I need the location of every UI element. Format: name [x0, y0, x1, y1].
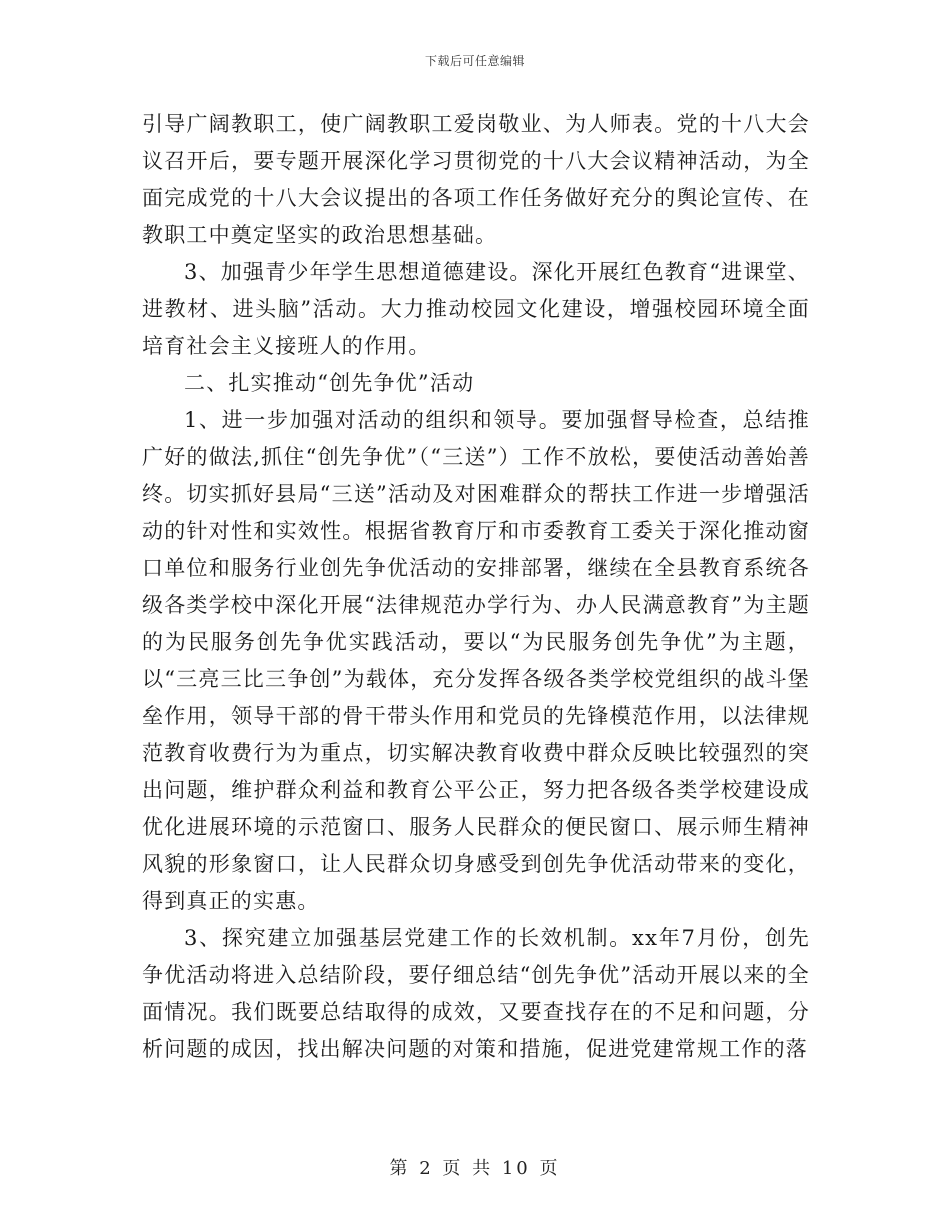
section-heading: 二、扎实推动“创先争优”活动: [184, 371, 475, 395]
page-number: 第 2 页 共 10 页: [389, 1158, 561, 1179]
paragraph: 1、进一步加强对活动的组织和领导。要加强督导检查，总结推广好的做法,抓住“创先争优”（“三送”）工作不放松，要使活动善始善终。切实抓好县局“三送”活动及对困难群众的帮扶工作进一步增强活动的针对性和实效性。根据省教育厅和市委教育工委关于深化推动窗口单位和服务行业创先争优活动的安排部署，继续在全县教育系统各级各类学校中深化开展“法律规范办学行为、办人民满意教育”为主题的为民服务创先争优实践活动，要以“为民服务创先争优”为主题，以“三亮三比三争创”为载体，充分发挥各级各类学校党组织的战斗堡垒作用，领导干部的骨干带头作用和党员的先锋模范作用，以法律规范教育收费行为为重点，切实解决教育收费中群众反映比较强烈的突出问题，维护群众利益和教育公平公正，努力把各级各类学校建设成优化进展环境的示范窗口、服务人民群众的便民窗口、展示师生精神风貌的形象窗口，让人民群众切身感受到创先争优活动带来的变化，得到真正的实惠。: [142, 408, 810, 913]
paragraph: 3、探究建立加强基层党建工作的长效机制。xx年7月份，创先争优活动将进入总结阶段，要仔细总结“创先争优”活动开展以来的全面情况。我们既要总结取得的成效，又要查找存在的不足和问题，分析问题的成因，找出解决问题的对策和措施，促进党建常规工作的落: [142, 926, 810, 1061]
paragraph: 引导广阔教职工，使广阔教职工爱岗敬业、为人师表。党的十八大会议召开后，要专题开展深化学习贯彻党的十八大会议精神活动，为全面完成党的十八大会议提出的各项工作任务做好充分的舆论宣传、在教职工中奠定坚实的政治思想基础。: [142, 112, 810, 247]
paragraph: 3、加强青少年学生思想道德建设。深化开展红色教育“进课堂、进教材、进头脑”活动。大力推动校园文化建设，增强校园环境全面培育社会主义接班人的作用。: [142, 260, 810, 358]
page-header-note: 下载后可任意编辑: [424, 54, 525, 68]
document-body: [142, 106, 810, 1068]
